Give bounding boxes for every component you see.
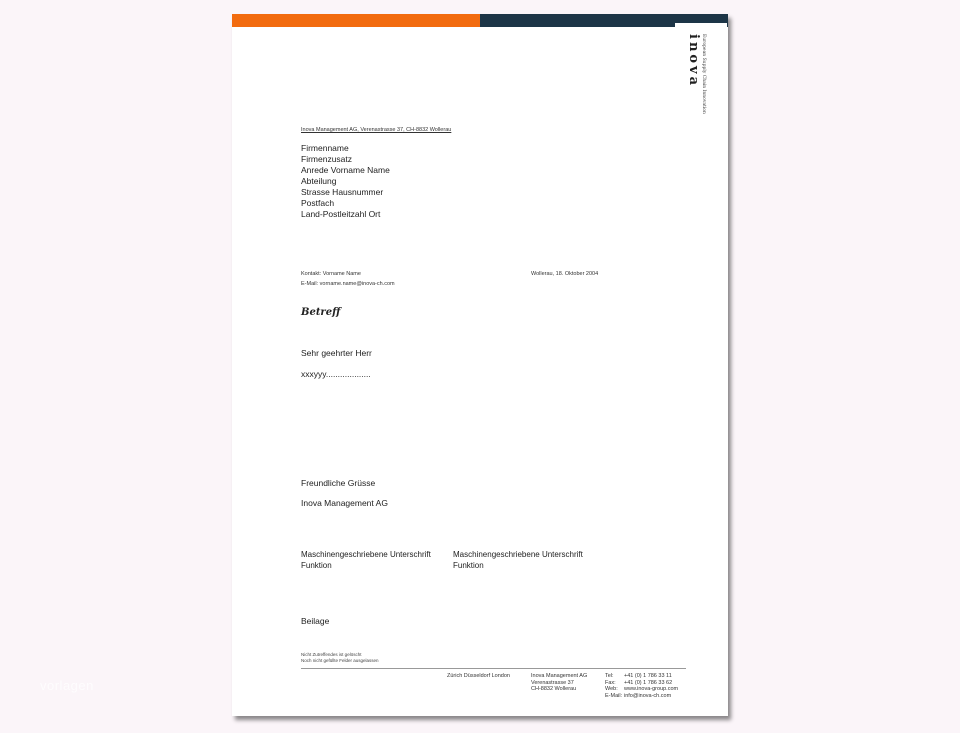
logo-tagline: European Supply Chain Innovation — [701, 34, 706, 114]
enclosure: Beilage — [301, 616, 330, 626]
contact-value: +41 (0) 1 786 33 62 — [624, 679, 673, 686]
signature-name: Maschinengeschriebene Unterschrift — [453, 550, 583, 559]
note-line: Noch nicht gefüllte Felder ausgelassen — [301, 658, 379, 663]
address-line: Land-Postleitzahl Ort — [301, 209, 381, 219]
signature-block-right — [453, 549, 583, 571]
address-line: Anrede Vorname Name — [301, 165, 390, 175]
address-line: Abteilung — [301, 176, 337, 186]
footer-contact-labels — [605, 673, 622, 699]
signature-name: Maschinengeschriebene Unterschrift — [301, 550, 431, 559]
contact-label: Web: — [605, 686, 618, 692]
footer-company-line: Verenastrasse 37 — [531, 679, 574, 686]
contact-value: info@inova-ch.com — [624, 692, 672, 699]
contact-label: Fax: — [605, 679, 616, 686]
footer-company-line: Inova Management AG — [531, 673, 588, 679]
signature-role: Funktion — [453, 561, 484, 570]
salutation: Sehr geehrter Herr — [301, 348, 372, 358]
address-line: Firmenzusatz — [301, 154, 353, 164]
letter-notes — [301, 652, 379, 664]
signature-block-left — [301, 549, 431, 571]
footer-divider — [301, 668, 686, 669]
sender-line: Inova Management AG, Verenastrasse 37, CH-8832 Wollerau — [301, 127, 452, 133]
recipient-address — [301, 143, 390, 220]
email-line: E-Mail: vorname.name@inova-ch.com — [301, 281, 395, 287]
letter-page — [232, 14, 728, 716]
note-line: Nicht Zutreffendes ist gelöscht — [301, 652, 362, 657]
date-line: Wollerau, 18. Oktober 2004 — [531, 271, 599, 277]
company-name: Inova Management AG — [301, 498, 388, 508]
body-text: xxxyyy................... — [301, 369, 371, 379]
footer-company-line: CH-8832 Wollerau — [531, 686, 577, 692]
footer-company — [531, 673, 587, 693]
contact-label: E-Mail: — [605, 692, 623, 699]
logo-wordmark: inova — [686, 34, 701, 89]
contact-label: Tel: — [605, 673, 614, 679]
contact-value: +41 (0) 1 786 33 11 — [624, 673, 672, 679]
address-line: Strasse Hausnummer — [301, 187, 384, 197]
signature-role: Funktion — [301, 561, 332, 570]
address-line: Firmenname — [301, 143, 349, 153]
contact-value: www.inova-group.com — [624, 686, 679, 692]
footer-cities: Zürich Düsseldorf London — [447, 673, 510, 679]
subject-line: Betreff — [301, 307, 341, 318]
watermark: vorlagen — [40, 678, 94, 693]
closing: Freundliche Grüsse — [301, 478, 376, 488]
footer-contact-values — [624, 673, 678, 699]
header-bar-orange — [232, 14, 480, 27]
contact-line: Kontakt: Vorname Name — [301, 271, 361, 277]
address-line: Postfach — [301, 198, 335, 208]
